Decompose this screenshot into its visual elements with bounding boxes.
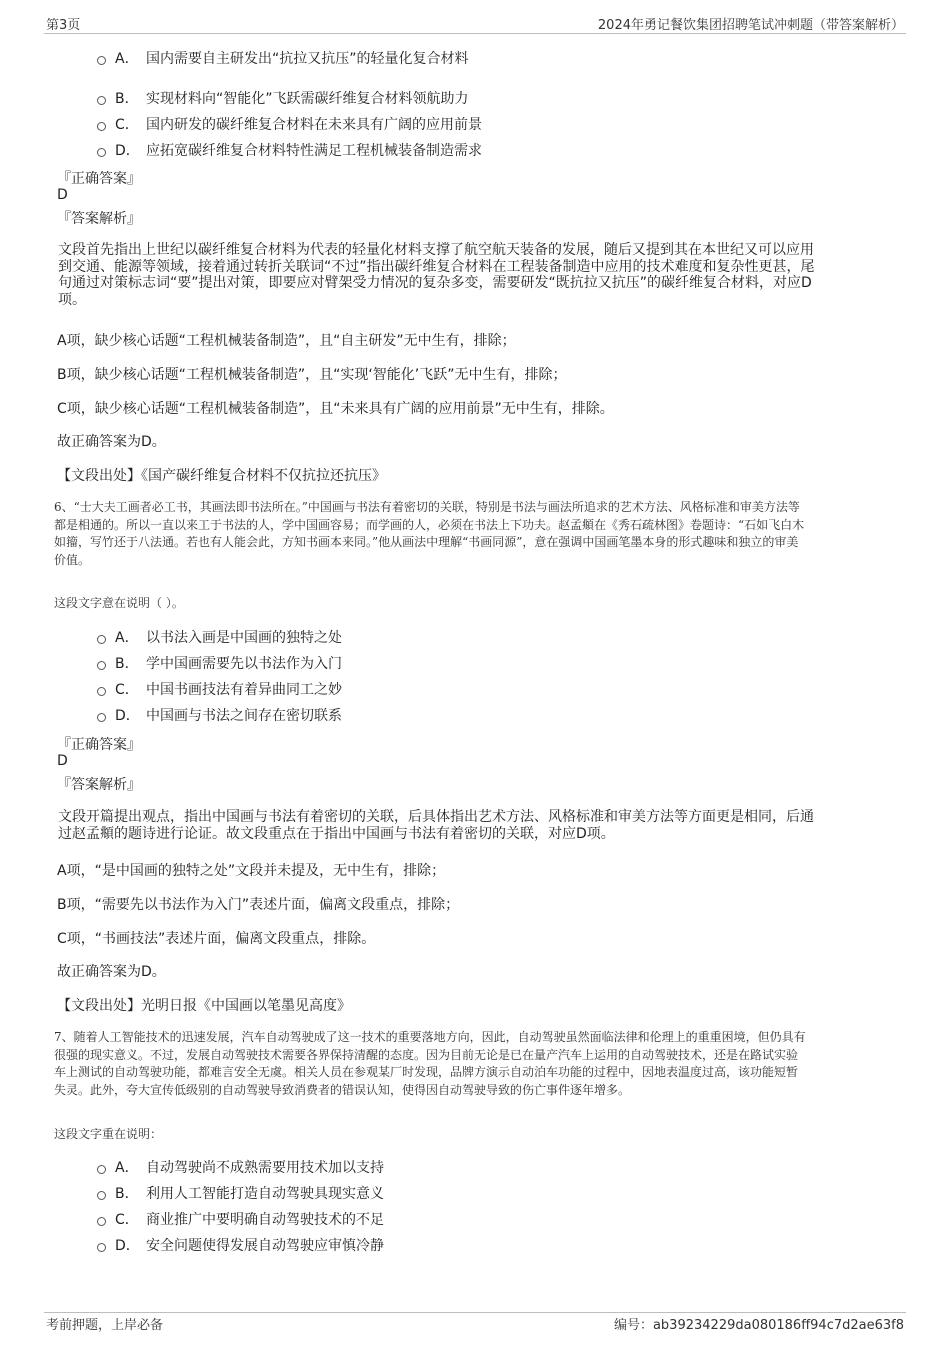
- footer-slogan: 考前押题，上岸必备: [46, 1318, 164, 1333]
- q5-option-a[interactable]: A． 国内需要自主研发出“抗拉又抗压”的轻量化复合材料: [97, 47, 469, 69]
- q5-note-c: C项，缺少核心话题“工程机械装备制造”，且“未来具有广阔的应用前景”无中生有，排除。: [57, 401, 614, 417]
- q5-option-b[interactable]: B． 实现材料向“智能化”飞跃需碳纤维复合材料领航助力: [97, 87, 469, 109]
- q6-question-text: 6、“士大夫工画者必工书，其画法即书法所在。”中国画与书法有着密切的关联，特别是书法与画法所追求的艺术方法、风格标准和审美方法等 都是相通的。所以一直以来工于书法的人，学中国画容易；而学画的人，必须在书法上下功夫。赵孟頫在《秀石疏林图》卷题诗：“石如飞白木 如籀，写竹还于八法通。若也有人能会此，方知书画本来同。”他从画法中理解“书画同源”，意在强调中国画笔墨本身的形式趣味和独立的审美 价值。: [54, 500, 805, 567]
- q5-note-b: B项，缺少核心话题“工程机械装备制造”，且“实现‘智能化’飞跃”无中生有，排除；: [57, 367, 567, 383]
- q6-analysis: 文段开篇提出观点，指出中国画与书法有着密切的关联，后具体指出艺术方法、风格标准和审美方法等方面更是相同，后通 过赵孟頫的题诗进行论证。故文段重点在于指出中国画与书法有着密切的关联，对应D项。: [58, 809, 814, 842]
- q6-source: 【文段出处】光明日报《中国画以笔墨见高度》: [57, 998, 351, 1014]
- radio-icon[interactable]: [97, 1165, 106, 1174]
- radio-icon[interactable]: [97, 713, 106, 722]
- q7-option-d[interactable]: D． 安全问题使得发展自动驾驶应审慎冷静: [97, 1234, 384, 1256]
- footer-divider: [44, 1312, 906, 1313]
- document-title: 2024年勇记餐饮集团招聘笔试冲刺题（带答案解析）: [597, 18, 904, 33]
- radio-icon[interactable]: [97, 1243, 106, 1252]
- q6-answer: D: [57, 753, 68, 769]
- radio-icon[interactable]: [97, 1217, 106, 1226]
- radio-icon[interactable]: [97, 148, 106, 157]
- q6-option-c[interactable]: C． 中国书画技法有着异曲同工之妙: [97, 678, 342, 700]
- q7-question-text: 7、随着人工智能技术的迅速发展，汽车自动驾驶成了这一技术的重要落地方向，因此，自动驾驶虽然面临法律和伦理上的重重困境，但仍具有 很强的现实意义。不过，发展自动驾驶技术需要各界保持清醒的态度。因为目前无论是已在量产汽车上运用的自动驾驶技术，还是在路试实验 车上测试的自动驾驶功能，都难言安全无虞。相关人员在参观某厂时发现，品牌方演示自动泊车功能的过程中，因地表温度过高，该功能短暂 失灵。此外，夸大宣传低级别的自动驾驶导致消费者的错误认知，使得因自动驾驶导致的伤亡事件逐年增多。: [54, 1030, 806, 1097]
- q5-conclusion: 故正确答案为D。: [57, 434, 166, 450]
- q6-note-c: C项，“书画技法”表述片面，偏离文段重点，排除。: [57, 931, 376, 947]
- q6-option-b[interactable]: B． 学中国画需要先以书法作为入门: [97, 652, 342, 674]
- radio-icon[interactable]: [97, 96, 106, 105]
- q6-answer-label: 『正确答案』: [57, 737, 141, 753]
- q6-analysis-label: 『答案解析』: [57, 777, 141, 793]
- q7-option-c[interactable]: C． 商业推广中要明确自动驾驶技术的不足: [97, 1208, 384, 1230]
- q6-option-d[interactable]: D． 中国画与书法之间存在密切联系: [97, 704, 342, 726]
- q6-prompt: 这段文字意在说明（ ）。: [54, 596, 184, 610]
- q5-option-d[interactable]: D． 应拓宽碳纤维复合材料特性满足工程机械装备制造需求: [97, 139, 482, 161]
- page-header: [0, 0, 950, 34]
- footer-serial: 编号：ab39234229da080186ff94c7d2ae63f8: [613, 1318, 904, 1333]
- radio-icon[interactable]: [97, 122, 106, 131]
- q6-note-b: B项，“需要先以书法作为入门”表述片面，偏离文段重点，排除；: [57, 897, 460, 913]
- q5-answer: D: [57, 187, 68, 203]
- q5-source: 【文段出处】《国产碳纤维复合材料不仅抗拉还抗压》: [57, 468, 386, 484]
- q5-note-a: A项，缺少核心话题“工程机械装备制造”，且“自主研发”无中生有，排除；: [57, 333, 516, 349]
- header-divider: [44, 33, 906, 34]
- q6-note-a: A项，“是中国画的独特之处”文段并未提及，无中生有，排除；: [57, 863, 446, 879]
- q7-option-b[interactable]: B． 利用人工智能打造自动驾驶具现实意义: [97, 1182, 384, 1204]
- radio-icon[interactable]: [97, 1191, 106, 1200]
- radio-icon[interactable]: [97, 56, 106, 65]
- page-number: 第3页: [46, 18, 81, 33]
- q7-prompt: 这段文字重在说明：: [54, 1127, 163, 1141]
- q6-conclusion: 故正确答案为D。: [57, 964, 166, 980]
- radio-icon[interactable]: [97, 635, 106, 644]
- q7-option-a[interactable]: A． 自动驾驶尚不成熟需要用技术加以支持: [97, 1156, 384, 1178]
- q6-option-a[interactable]: A． 以书法入画是中国画的独特之处: [97, 626, 342, 648]
- q5-analysis: 文段首先指出上世纪以碳纤维复合材料为代表的轻量化材料支撑了航空航天装备的发展，随后又提到其在本世纪又可以应用 到交通、能源等领域，接着通过转折关联词“不过”指出碳纤维复合材料在工程装备制造中应用的技术难度和复杂性更甚，尾 句通过对策标志词“要”提出对策，即要应对臂架受力情况的复杂多变，需要研发“既抗拉又抗压”的碳纤维复合材料，对应D 项。: [58, 242, 815, 308]
- q5-option-c[interactable]: C． 国内研发的碳纤维复合材料在未来具有广阔的应用前景: [97, 113, 482, 135]
- radio-icon[interactable]: [97, 687, 106, 696]
- radio-icon[interactable]: [97, 661, 106, 670]
- q5-analysis-label: 『答案解析』: [57, 211, 141, 227]
- q5-answer-label: 『正确答案』: [57, 171, 141, 187]
